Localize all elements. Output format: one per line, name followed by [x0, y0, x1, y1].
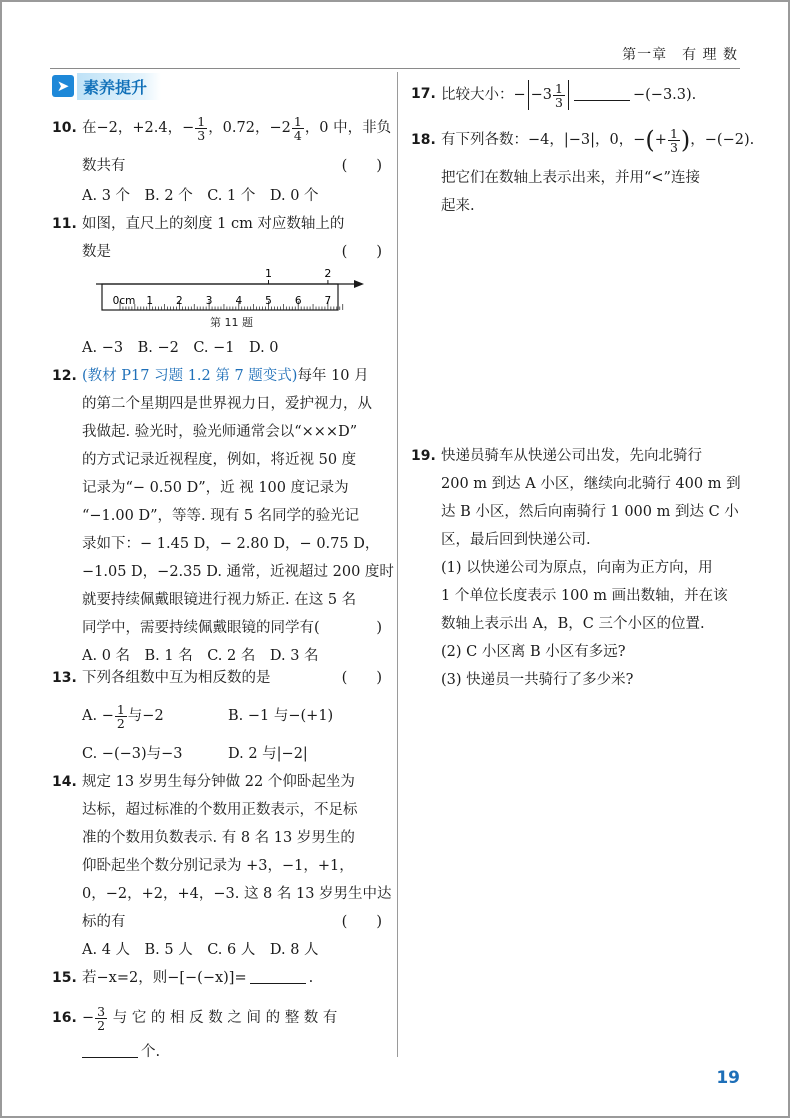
question-18 [411, 124, 755, 224]
fraction: $\frac{1}{3}$ [555, 80, 563, 110]
question-text: 就要持续佩戴眼镜进行视力矫正. 在这 5 名 [82, 592, 357, 608]
question-text: 200 m 到达 A 小区，继续向北骑行 400 m 到 [441, 476, 741, 492]
question-number: 14. [52, 774, 77, 790]
question-text: 规定 13 岁男生每分钟做 22 个仰卧起坐为 [82, 774, 355, 790]
rocket-icon: ➤ [52, 75, 74, 97]
answer-options: A. 0 名 B. 1 名 C. 2 名 D. 3 名 [82, 648, 319, 664]
question-text: 如图，直尺上的刻度 1 cm 对应数轴上的 [82, 216, 345, 232]
section-title: 素养提升 [77, 73, 161, 100]
answer-options: A. 4 人 B. 5 人 C. 6 人 D. 8 人 [82, 942, 319, 958]
answer-paren[interactable]: ( ) [341, 914, 382, 930]
question-text: 快递员骑车从快递公司出发，先向北骑行 [441, 448, 702, 464]
answer-blank[interactable] [82, 1042, 138, 1058]
question-number: 17. [411, 86, 436, 102]
fraction: $\frac{1}{2}$ [116, 701, 125, 731]
fraction: $\frac{1}{3}$ [197, 113, 206, 143]
answer-options: A. 3 个 B. 2 个 C. 1 个 D. 0 个 [82, 188, 319, 204]
question-16 [52, 1000, 382, 1060]
question-text: 0，−2，+2，+4，−3. 这 8 名 13 岁男生中达 [82, 886, 392, 902]
fraction: $\frac{1}{3}$ [669, 125, 678, 155]
sub-question-1: 1 个单位长度表示 100 m 画出数轴，并在该 [441, 588, 728, 604]
question-text: 准的个数用负数表示. 有 8 名 13 岁男生的 [82, 830, 355, 846]
question-text: 我做起. 验光时，验光师通常会以“×××D” [82, 424, 358, 440]
question-text: 有下列各数：−4，|−3|，0，−(+ $\frac{1}{3}$ )，−(−2). [441, 125, 755, 155]
answer-paren[interactable]: ( ) [341, 244, 382, 260]
question-text: 区，最后回到快递公司. [441, 532, 591, 548]
option-b: B. −1 与−(+1) [228, 708, 334, 724]
question-text: − $\frac{3}{2}$ 与 它 的 相 反 数 之 间 的 整 数 有 [82, 1003, 338, 1033]
question-text: “−1.00 D”，等等. 现有 5 名同学的验光记 [82, 508, 360, 524]
question-text: 仰卧起坐个数分别记录为 +3，−1，+1， [82, 858, 354, 874]
question-text: 的第二个星期四是世界视力日，爱护视力，从 [82, 396, 372, 412]
question-text: (教材 P17 习题 1.2 第 7 题变式)每年 10 月 [82, 368, 369, 384]
question-text: 比较大小：− −3 $\frac{1}{3}$ −(−3.3). [441, 80, 697, 110]
sub-question-2: (2) C 小区离 B 小区有多远? [441, 644, 626, 660]
answer-paren[interactable]: ( ) [341, 158, 382, 174]
figure-caption: 第 11 题 [210, 316, 253, 329]
question-number: 19. [411, 448, 436, 464]
chapter-title: 第一章 有 理 数 [622, 47, 738, 63]
option-d: D. 2 与|−2| [228, 746, 308, 762]
option-c: C. −(−3)与−3 [82, 746, 183, 762]
question-text: 标的有 [82, 914, 126, 930]
ruler-label: 7 [324, 295, 332, 307]
question-text: 若−x=2，则−[−(−x)]= . [82, 970, 314, 986]
ruler-label: 2 [176, 295, 183, 307]
ruler-label: 3 [205, 295, 213, 307]
ruler-label: 4 [235, 295, 243, 307]
question-text: 同学中，需要持续佩戴眼镜的同学有( [82, 620, 320, 636]
page-number: 19 [716, 1068, 740, 1088]
sub-question-1: 数轴上表示出 A，B，C 三个小区的位置. [441, 616, 705, 632]
ruler-label: 5 [265, 295, 272, 307]
question-text: 达 B 小区，然后向南骑行 1 000 m 到达 C 小 [441, 504, 739, 520]
ruler-label: 1 [146, 295, 154, 307]
question-14 [52, 768, 392, 968]
answer-options: A. −3 B. −2 C. −1 D. 0 [82, 340, 279, 356]
question-number: 11. [52, 216, 77, 232]
fraction: $\frac{1}{4}$ [293, 113, 302, 143]
question-number: 13. [52, 670, 77, 686]
question-19 [411, 442, 741, 692]
question-text: 起来. [441, 198, 475, 214]
sub-question-1: (1) 以快递公司为原点，向南为正方向，用 [441, 560, 713, 576]
question-text: 下列各组数中互为相反数的是 [82, 670, 271, 686]
ruler-label: 6 [294, 295, 302, 307]
question-text: 记录为“− 0.50 D”，近 视 100 度记录为 [82, 480, 349, 496]
answer-blank[interactable] [250, 968, 306, 984]
answer-paren[interactable]: ( ) [341, 670, 382, 686]
question-number: 15. [52, 970, 77, 986]
section-badge [52, 74, 161, 98]
axis-label: 2 [324, 267, 332, 280]
question-number: 10. [52, 120, 77, 136]
fraction: $\frac{3}{2}$ [97, 1003, 106, 1033]
question-number: 18. [411, 132, 436, 148]
header-rule [50, 68, 740, 69]
axis-labels [265, 267, 331, 284]
textbook-source: (教材 P17 习题 1.2 第 7 题变式) [82, 368, 298, 384]
question-text: 个. [82, 1038, 160, 1066]
question-text: 数共有 [82, 158, 126, 174]
question-text: 达标，超过标准的个数用正数表示，不足标 [82, 802, 358, 818]
ruler-label: 0cm [112, 295, 136, 307]
ruler-figure [96, 266, 368, 314]
question-12 [52, 362, 394, 664]
question-15 [52, 964, 382, 994]
question-13 [52, 664, 382, 764]
column-divider [397, 72, 398, 1057]
option-a: A. − $\frac{1}{2}$ 与−2 [82, 701, 164, 731]
answer-blank[interactable] [574, 85, 630, 101]
question-text: 在−2，+2.4，− $\frac{1}{3}$ ，0.72，−2 $\frac{1}{4}$ ，0 中，非负 [82, 113, 392, 143]
question-text: −1.05 D，−2.35 D. 通常，近视超过 200 度时 [82, 564, 394, 580]
answer-paren[interactable]: ) [347, 620, 382, 636]
question-text: 数是 [82, 244, 111, 260]
sub-question-3: (3) 快递员一共骑行了多少米? [441, 672, 634, 688]
question-text: 把它们在数轴上表示出来，并用“<”连接 [441, 170, 700, 186]
question-17 [411, 76, 741, 116]
axis-label: 1 [265, 267, 272, 280]
question-text: 录如下：− 1.45 D，− 2.80 D，− 0.75 D， [82, 536, 380, 552]
question-number: 12. [52, 368, 77, 384]
question-text: 的方式记录近视程度，例如，将近视 50 度 [82, 452, 357, 468]
question-number: 16. [52, 1010, 77, 1026]
question-10 [52, 113, 392, 214]
